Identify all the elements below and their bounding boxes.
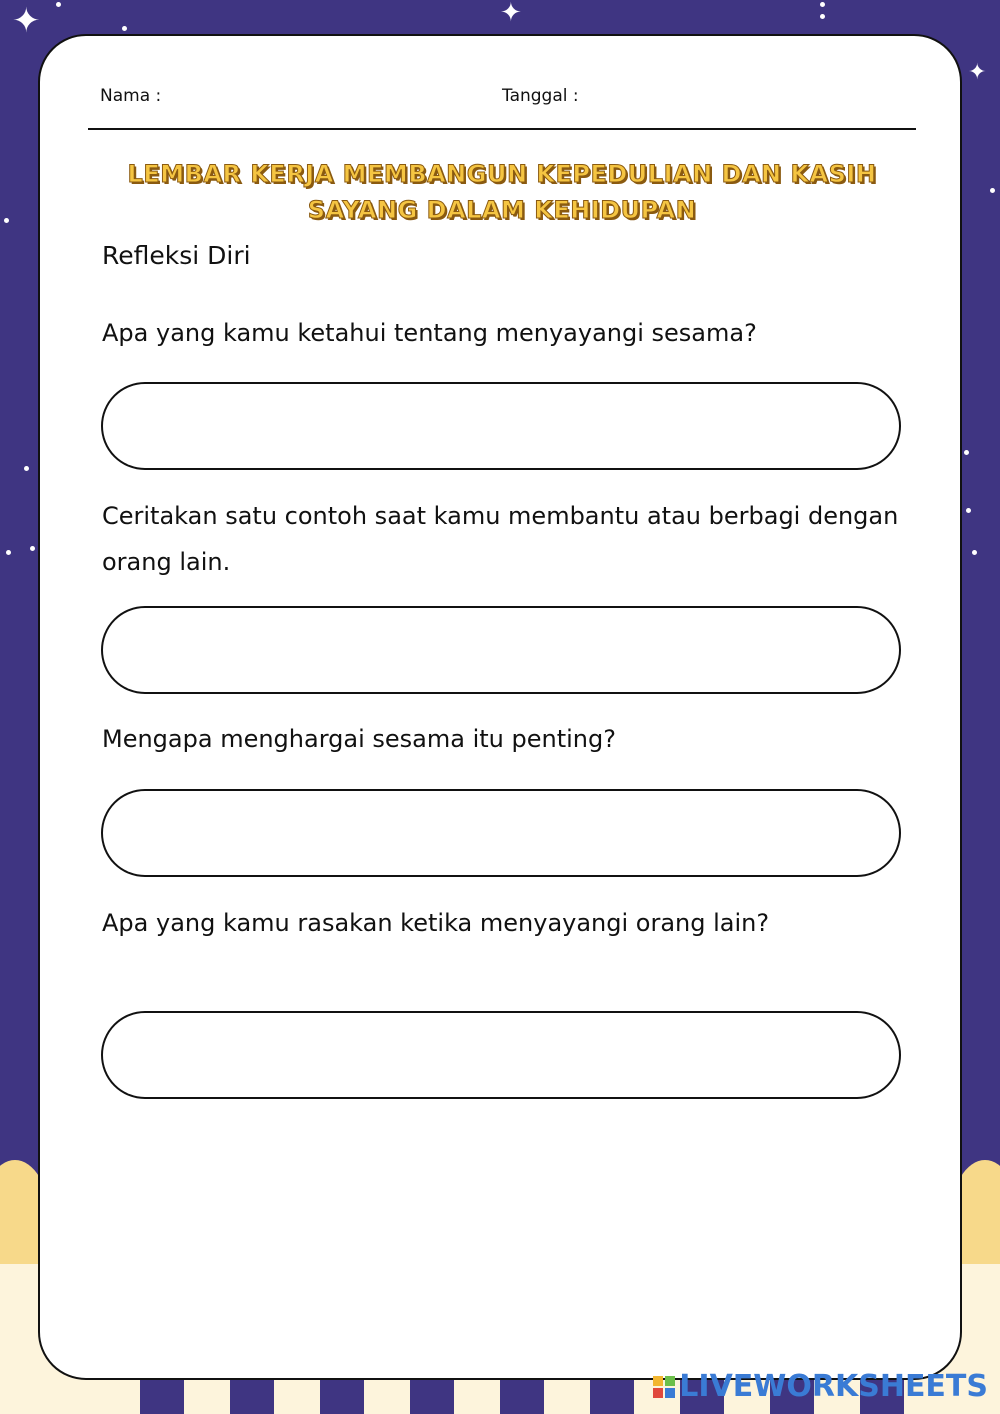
worksheet-title: LEMBAR KERJA MEMBANGUN KEPEDULIAN DAN KASIH SAYANG DALAM KEHIDUPAN: [127, 160, 877, 224]
star-dot: [30, 546, 35, 551]
star-dot: [24, 466, 29, 471]
header-divider: [88, 128, 916, 130]
star-dot: [964, 450, 969, 455]
sparkle-icon: ✦: [968, 60, 987, 85]
watermark-text: LIVEWORKSHEETS: [679, 1369, 988, 1404]
star-dot: [56, 2, 61, 7]
answer-field-1[interactable]: [101, 382, 901, 470]
liveworksheets-logo-icon: [653, 1376, 675, 1398]
answer-field-2[interactable]: [101, 606, 901, 694]
sparkle-icon: ✦: [500, 0, 522, 28]
star-dot: [6, 550, 11, 555]
star-dot: [990, 188, 995, 193]
liveworksheets-logo: [653, 1369, 988, 1404]
answer-field-4[interactable]: [101, 1011, 901, 1099]
star-dot: [122, 26, 127, 31]
name-label: Nama :: [100, 86, 162, 106]
star-dot: [4, 218, 9, 223]
star-dot: [972, 550, 977, 555]
question-3: Mengapa menghargai sesama itu penting?: [102, 725, 616, 753]
question-4: Apa yang kamu rasakan ketika menyayangi orang lain?: [102, 909, 770, 937]
star-dot: [820, 14, 825, 19]
answer-field-3[interactable]: [101, 789, 901, 877]
worksheet-paper: [38, 34, 962, 1380]
section-title: Refleksi Diri: [102, 241, 251, 270]
date-label: Tanggal :: [502, 86, 579, 106]
question-2: Ceritakan satu contoh saat kamu membantu atau berbagi dengan orang lain.: [102, 502, 899, 576]
star-dot: [966, 508, 971, 513]
star-dot: [820, 2, 825, 7]
sparkle-icon: ✦: [12, 1, 41, 41]
question-1: Apa yang kamu ketahui tentang menyayangi sesama?: [102, 319, 757, 347]
